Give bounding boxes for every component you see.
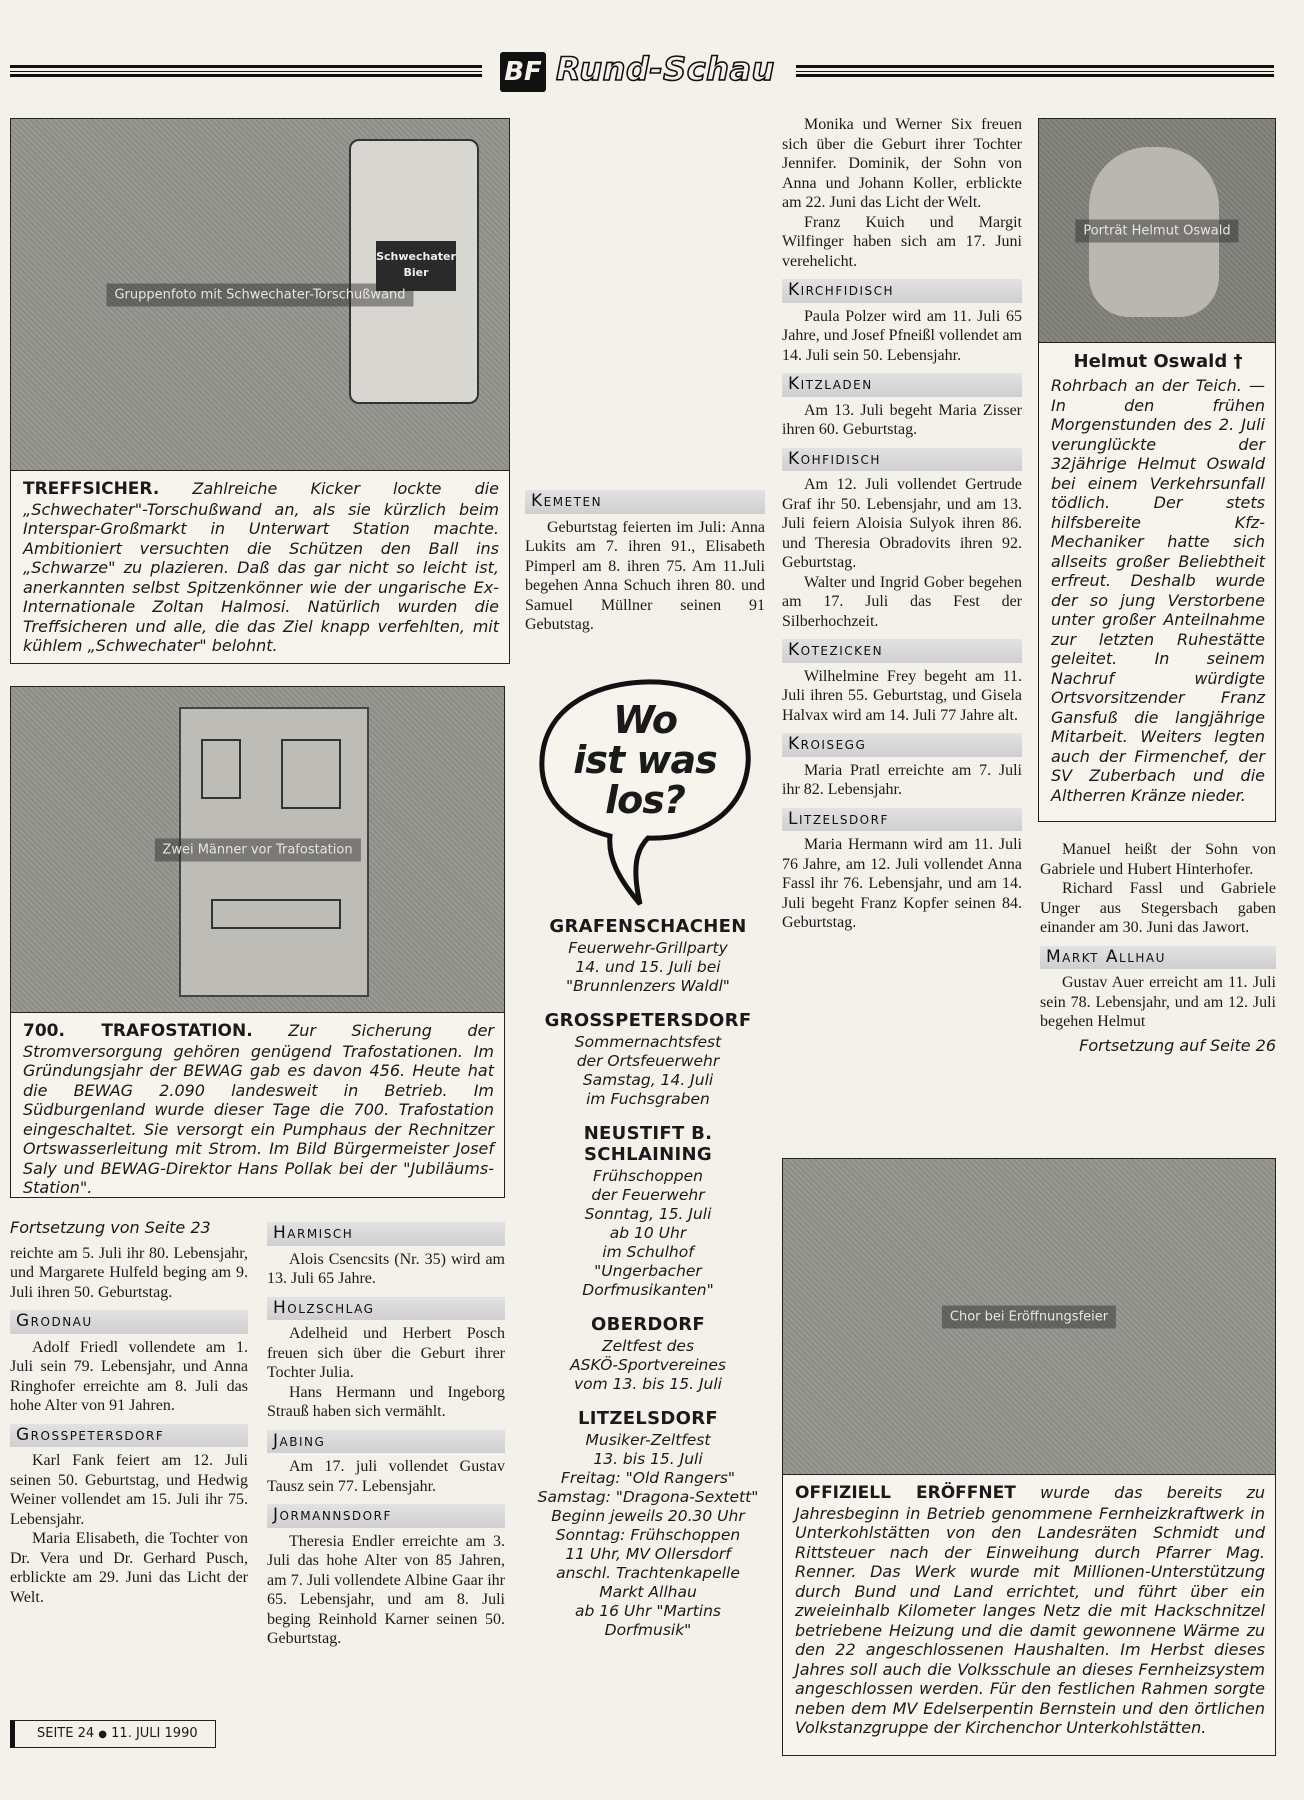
obituary-portrait xyxy=(1039,119,1275,343)
event-details: Musiker-Zeltfest 13. bis 15. Juli Freitag: "Old Rangers" Samstag: "Dragona-Sextett" Beginn jeweils 20.30 Uhr Sonntag: Frühschoppen 11 Uhr, MV Ollersdorf anschl. Trachtenkapelle Markt Allhau ab 16 Uhr "Martins Dorfmusik" xyxy=(537,1431,759,1639)
photo1-caption-text: Zahlreiche Kicker lockte die „Schwechater"-Torschußwand an, als sie kürzlich beim Interspar-Großmarkt in Unterwart Station machte. Ambitioniert versuchten die Schützen den Ball ins „Schwarze" zu plazieren. Daß das gar nicht so leicht ist, anerkannten selbst Spitzenkönner wie der ungarische Ex-Internationale Zoltan Halmosi. Natürlich wurden die Treffsicheren und alle, die das Ziel knapp verfehlten, mit kühlem „Schwechater" belohnt. xyxy=(23,479,499,655)
photo1-image xyxy=(11,119,509,471)
column-3-top xyxy=(525,482,765,635)
event-place: OBERDORF xyxy=(591,1314,705,1335)
intro-paragraph: Manuel heißt der Sohn von Gabriele und Hubert Hinterhofer. xyxy=(1040,841,1276,878)
photo3-caption xyxy=(783,1475,1275,1738)
photo3-box xyxy=(782,1158,1276,1756)
village-paragraph: Gustav Auer erreicht am 11. Juli sein 78. Lebensjahr, und am 12. Juli begehen Helmut xyxy=(1040,974,1276,1030)
village-heading-grosspetersdorf: Grosspetersdorf xyxy=(10,1424,248,1448)
photo1-box xyxy=(10,118,510,664)
photo3-image xyxy=(783,1159,1275,1475)
event-details: Feuerwehr-Grillparty 14. und 15. Juli bei "Brunnlenzers Waldl" xyxy=(566,939,730,995)
event-place: LITZELSDORF xyxy=(578,1408,718,1429)
village-paragraph: Hans Hermann und Ingeborg Strauß haben sich vermählt. xyxy=(267,1383,505,1420)
village-paragraph: Maria Elisabeth, die Tochter von Dr. Vera und Dr. Gerhard Pusch, erblickte am 29. Juni das Licht der Welt. xyxy=(10,1530,248,1606)
header-rule-right xyxy=(796,65,1274,77)
event-place: GRAFENSCHACHEN xyxy=(549,916,747,937)
section-title: Rund-Schau xyxy=(556,50,775,88)
bubble-line: los? xyxy=(605,778,685,822)
village-paragraph: Wilhelmine Frey begeht am 11. Juli ihren 55. Geburtstag, und Gisela Halvax wird am 14. Juli 77 Jahre alt. xyxy=(782,667,1022,724)
column-5 xyxy=(1040,840,1276,1055)
village-paragraph: Maria Pratl erreichte am 7. Juli ihr 82. Lebensjahr. xyxy=(782,761,1022,798)
bullet-icon: ● xyxy=(98,1729,108,1740)
issue-date: 11. JULI 1990 xyxy=(111,1726,198,1741)
event-details: Zeltfest des ASKÖ-Sportvereines vom 13. bis 15. Juli xyxy=(570,1337,726,1393)
village-paragraph: Am 12. Juli vollendet Gertrude Graf ihr 50. Lebensjahr, und am 13. Juli feiern Aloisia Sulyok ihren 86. und Theresia Obradovits ihren 92. Geburtstag. xyxy=(782,476,1022,571)
village-paragraph: Am 17. juli vollendet Gustav Tausz sein 77. Lebensjahr. xyxy=(267,1458,505,1495)
col1-intro: reichte am 5. Juli ihr 80. Lebensjahr, und Margarete Hulfeld beging am 9. Juli ihren 50. Geburtstag. xyxy=(10,1244,248,1301)
photo1-headline: TREFFSICHER. xyxy=(23,479,160,499)
village-heading-kitzladen: Kitzladen xyxy=(782,373,1022,397)
continued-from: Fortsetzung von Seite 23 xyxy=(10,1218,211,1237)
photo3-caption-text: wurde das bereits zu Jahresbeginn in Betrieb genommene Fernheizkraftwerk in Unterkohlstätten von den Landesräten Schmidt und Rittsteuer nach der Einweihung durch Pfarrer Mag. Renner. Das Werk wurde mit Millionen-Unterstützung durch Bund und Land errichtet, und führt über ein zweieinhalb Kilometer langes Netz die mit Hackschnitzel betriebene Heizung und die damit gewonnene Wärme zu den 22 angeschlossenen Haushalten. Im Herbst dieses Jahres soll auch die Volksschule an dieses Fernheizsystem angeschlossen werden. Für den festlichen Rahmen sorgte neben dem MV Edelserpentin Bernstein und den örtlichen Volkstanzgruppe der Kirchenchor Unterkohlstätten. xyxy=(795,1483,1265,1737)
village-heading-kotezicken: Kotezicken xyxy=(782,639,1022,663)
photo2-caption-text: Zur Sicherung der Stromversorgung gehören genügend Trafostationen. Im Gründungsjahr der BEWAG gab es davon 456. Heute hat die BEWAG 2.090 landesweit in Betrieb. Im Südburgenland wurde dieser Tage die 700. Trafostation eingeschaltet. Sie versorgt ein Pumphaus der Rechnitzer Ortswasserleitung mit Strom. Im Bild Bürgermeister Josef Saly und BEWAG-Direktor Hans Pollak bei der "Jubiläums-Station". xyxy=(23,1021,495,1197)
intro-paragraph: Monika und Werner Six freuen sich über die Geburt ihrer Tochter Jennifer. Dominik, der Sohn von Anna und Johann Koller, erblickte am 22. Juni das Licht der Welt. xyxy=(782,116,1022,211)
village-heading-kemeten: Kemeten xyxy=(525,490,765,514)
village-paragraph: Paula Polzer wird am 11. Juli 65 Jahre, und Josef Pfneißl vollendet am 14. Juli sein 50. Lebensjahr. xyxy=(782,307,1022,364)
events-list xyxy=(522,902,774,1640)
event-details: Sommernachtsfest der Ortsfeuerwehr Samstag, 14. Juli im Fuchsgraben xyxy=(574,1033,722,1108)
column-1 xyxy=(10,1218,248,1607)
village-paragraph: Geburtstag feierten im Juli: Anna Lukits am 7. ihren 91., Elisabeth Pimperl am 8. ihren 75. Am 11.Juli begehen Anna Schuch ihren 80. und Samuel Müllner seinen 91 Gebutstag. xyxy=(525,518,765,633)
village-heading-grodnau: Grodnau xyxy=(10,1310,248,1334)
column-2 xyxy=(267,1218,505,1649)
village-heading-jabing: Jabing xyxy=(267,1430,505,1454)
village-heading-markt-allhau: Markt Allhau xyxy=(1040,946,1276,970)
header-rule-left xyxy=(10,65,482,77)
column-4 xyxy=(782,115,1022,933)
village-heading-holzschlag: Holzschlag xyxy=(267,1297,505,1321)
village-heading-harmisch: Harmisch xyxy=(267,1222,505,1246)
village-paragraph: Karl Fank feiert am 12. Juli seinen 50. Geburtstag, und Hedwig Weiner vollendet am 15. Juli ihr 75. Lebensjahr. xyxy=(10,1452,248,1528)
village-paragraph: Alois Csencsits (Nr. 35) wird am 13. Juli 65 Jahre. xyxy=(267,1250,505,1287)
village-paragraph: Adolf Friedl vollendete am 1. Juli sein 79. Lebensjahr, und Anna Ringhofer erreichte am 8. Juli das hohe Alter von 91 Jahren. xyxy=(10,1338,248,1414)
village-paragraph: Am 13. Juli begeht Maria Zisser ihren 60. Geburtstag. xyxy=(782,401,1022,438)
village-heading-kirchfidisch: Kirchfidisch xyxy=(782,279,1022,303)
photo2-image xyxy=(11,687,504,1013)
obituary-body xyxy=(1039,343,1275,805)
village-paragraph: Walter und Ingrid Gober begehen am 17. Juli das Fest der Silberhochzeit. xyxy=(782,573,1022,630)
bubble-line: ist was xyxy=(573,738,717,782)
intro-paragraph: Franz Kuich und Margit Wilfinger haben sich am 17. Juni verehelicht. xyxy=(782,213,1022,270)
village-paragraph: Maria Hermann wird am 11. Juli 76 Jahre, am 12. Juli vollendet Anna Fassl ihr 76. Lebensjahr, und am 14. Juli begeht Franz Kopfer seinen 84. Geburtstag. xyxy=(782,836,1022,931)
photo2-headline: 700. TRAFOSTATION. xyxy=(23,1021,253,1041)
continued-to: Fortsetzung auf Seite 26 xyxy=(1079,1035,1276,1055)
obituary-name: Helmut Oswald † xyxy=(1073,351,1243,372)
obituary-box xyxy=(1038,118,1276,822)
intro-paragraph: Richard Fassl und Gabriele Unger aus Stegersbach gaben einander am 30. Juni das Jawort. xyxy=(1040,880,1276,936)
village-paragraph: Adelheid und Herbert Posch freuen sich über die Geburt ihrer Tochter Julia. xyxy=(267,1325,505,1381)
event-place: NEUSTIFT B. SCHLAINING xyxy=(583,1123,713,1165)
beer-can-illustration: Schwechater Bier xyxy=(349,139,479,404)
photo2-caption xyxy=(11,1013,504,1198)
section-logo: BF xyxy=(500,52,546,92)
village-paragraph: Theresia Endler erreichte am 3. Juli das hohe Alter von 85 Jahren, am 7. Juli vollendete Albine Gaar ihr 65. Lebensjahr, und am 8. Juli beging Reinhold Karner seinen 50. Geburtstag. xyxy=(267,1532,505,1647)
photo1-caption xyxy=(11,471,509,656)
village-heading-kohfidisch: Kohfidisch xyxy=(782,448,1022,472)
portrait-alt-label: Porträt Helmut Oswald xyxy=(1075,219,1238,242)
events-bubble-text xyxy=(530,700,760,820)
events-speech-bubble xyxy=(530,672,760,910)
village-heading-litzelsdorf: Litzelsdorf xyxy=(782,808,1022,832)
event-place: GROSSPETERSDORF xyxy=(544,1010,752,1031)
photo2-box xyxy=(10,686,505,1198)
bubble-line: Wo xyxy=(613,698,677,742)
photo1-alt-label: Gruppenfoto mit Schwechater-Torschußwand xyxy=(106,283,413,306)
photo2-alt-label: Zwei Männer vor Trafostation xyxy=(154,838,360,861)
page-footer xyxy=(10,1720,216,1748)
photo3-headline: OFFIZIELL ERÖFFNET xyxy=(795,1483,1016,1503)
photo3-alt-label: Chor bei Eröffnungsfeier xyxy=(942,1305,1116,1328)
village-heading-kroisegg: Kroisegg xyxy=(782,733,1022,757)
obituary-text: Rohrbach an der Teich. — In den frühen Morgenstunden des 2. Juli verunglückte der 32jährige Helmut Oswald bei einem Verkehrsunfall tödlich. Der stets hilfsbereite Kfz-Mechaniker hatte sich allseits großer Beliebtheit erfreut. Deshalb wurde der so jung Verstorbene unter großer Anteilnahme zur letzten Ruhestätte geleitet. In seinem Nachruf würdigte Ortsvorsitzender Franz Gansfuß die langjährige Mitarbeit. Weiters legten auch der Firmenchef, der SV Zuberbach und die Altherren Kränze nieder. xyxy=(1051,376,1265,805)
event-details: Frühschoppen der Feuerwehr Sonntag, 15. Juli ab 10 Uhr im Schulhof "Ungerbacher Dorfmusikanten" xyxy=(582,1167,714,1299)
page-number: SEITE 24 xyxy=(37,1726,95,1741)
village-heading-jormannsdorf: Jormannsdorf xyxy=(267,1504,505,1528)
